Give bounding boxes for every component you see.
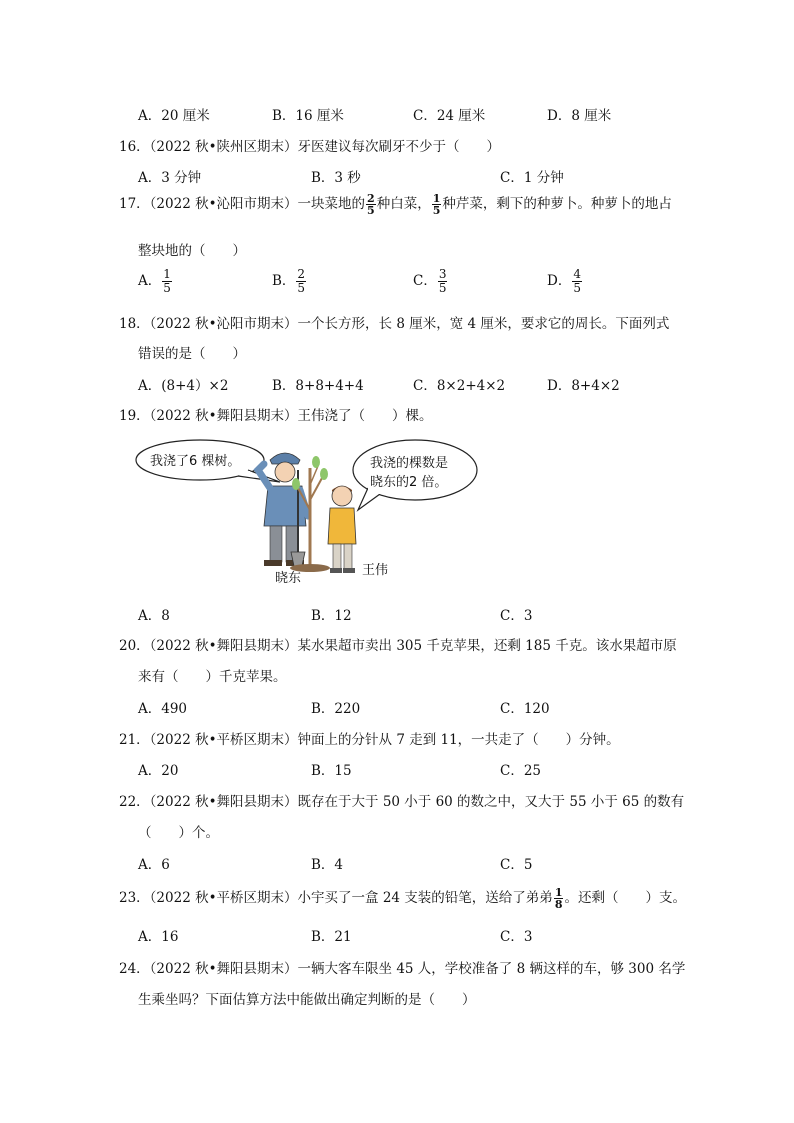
q21-option-a[interactable]: A．20 [138,763,179,779]
q15-option-c[interactable]: C．24 厘米 [413,108,486,124]
q20-option-b[interactable]: B．220 [311,701,361,717]
q17-option-b[interactable]: B． $\frac{2}{5}$ [272,267,306,295]
q23-fraction: $\frac{1}{8}$ [554,886,563,911]
q22-question-line2: （ ）个。 [138,825,219,841]
label-wangwei: 王伟 [362,563,389,578]
q23-option-b[interactable]: B．21 [311,929,352,945]
q16-option-c[interactable]: C．1 分钟 [500,170,564,186]
q17-text-suffix: 种芹菜，剩下的种萝卜。种萝卜的地占 [442,196,672,212]
q19-question: 19．（2022 秋•舞阳县期末）王伟浇了（ ）棵。 [119,408,433,424]
q17-question-line2: 整块地的（ ） [138,243,246,259]
q17-text-mid: 种白菜， [376,196,431,212]
q16-question: 16．（2022 秋•陕州区期末）牙医建议每次刷牙不少于（ ） [119,139,501,155]
q15-option-b[interactable]: B．16 厘米 [272,108,344,124]
q20-question-line2: 来有（ ）千克苹果。 [138,669,287,685]
q17-option-a[interactable]: A． $\frac{1}{5}$ [138,267,171,295]
q23-option-a[interactable]: A．16 [138,929,179,945]
q18-option-c[interactable]: C．8×2+4×2 [413,378,506,394]
q17-question [119,192,672,216]
q17-option-c[interactable]: C． $\frac{3}{5}$ [413,267,447,295]
q18-question-line2: 错误的是（ ） [138,346,246,362]
q17-fraction-1: $\frac{2}{5}$ [367,192,375,217]
q17-option-d[interactable]: D． $\frac{4}{5}$ [547,267,581,295]
bubble-right-text-2: 晓东的2 倍。 [370,475,448,490]
q18-option-d[interactable]: D．8+4×2 [547,378,620,394]
q24-question: 24．（2022 秋•舞阳县期末）一辆大客车限坐 45 人，学校准备了 8 辆这样的车，够 300 名学 [119,961,686,977]
q23-text-prefix: 23．（2022 秋•平桥区期末）小宇买了一盒 24 支装的铅笔，送给了弟弟 [119,890,553,906]
q22-option-a[interactable]: A．6 [138,857,170,873]
q15-option-a[interactable]: A．20 厘米 [138,108,210,124]
q22-option-b[interactable]: B．4 [311,857,344,873]
q19-option-c[interactable]: C．3 [500,608,533,624]
boy-figure [328,486,356,573]
q20-option-c[interactable]: C．120 [500,701,550,717]
q20-question: 20．（2022 秋•舞阳县期末）某水果超市卖出 305 千克苹果，还剩 185 千克。该水果超市原 [119,638,677,654]
q23-text-suffix: 。还剩（ ）支。 [564,890,686,906]
bubble-left-text: 我浇了6 棵树。 [150,454,241,469]
q16-option-b[interactable]: B．3 秒 [311,170,361,186]
q21-question: 21．（2022 秋•平桥区期末）钟面上的分针从 7 走到 11，一共走了（ ）分钟。 [119,732,620,748]
q22-option-c[interactable]: C．5 [500,857,533,873]
q23-option-c[interactable]: C．3 [500,929,533,945]
q19-option-a[interactable]: A．8 [138,608,170,624]
q15-option-d[interactable]: D．8 厘米 [547,108,612,124]
bubble-right-text-1: 我浇的棵数是 [370,456,449,471]
q18-option-a[interactable]: A．(8+4）×2 [138,378,229,394]
q17-fraction-2: $\frac{1}{5}$ [432,192,441,217]
label-xiaodong: 晓东 [275,571,302,586]
q18-option-b[interactable]: B．8+8+4+4 [272,378,364,394]
q20-option-a[interactable]: A．490 [138,701,188,717]
q21-option-c[interactable]: C．25 [500,763,542,779]
q19-illustration [130,430,490,590]
q16-option-a[interactable]: A．3 分钟 [138,170,202,186]
q23-question [119,886,686,910]
q17-text-prefix: 17．（2022 秋•沁阳市期末）一块菜地的 [119,196,366,212]
q19-option-b[interactable]: B．12 [311,608,352,624]
q22-question: 22．（2022 秋•舞阳县期末）既存在于大于 50 小于 60 的数之中，又大于 55 小于 65 的数有 [119,794,685,810]
man-figure [258,453,308,566]
q21-option-b[interactable]: B．15 [311,763,352,779]
q24-question-line2: 生乘坐吗？下面估算方法中能做出确定判断的是（ ） [138,992,476,1008]
q18-question: 18．（2022 秋•沁阳市期末）一个长方形，长 8 厘米，宽 4 厘米，要求它的周长。下面列式 [119,316,670,332]
speech-bubble-right [353,440,477,510]
